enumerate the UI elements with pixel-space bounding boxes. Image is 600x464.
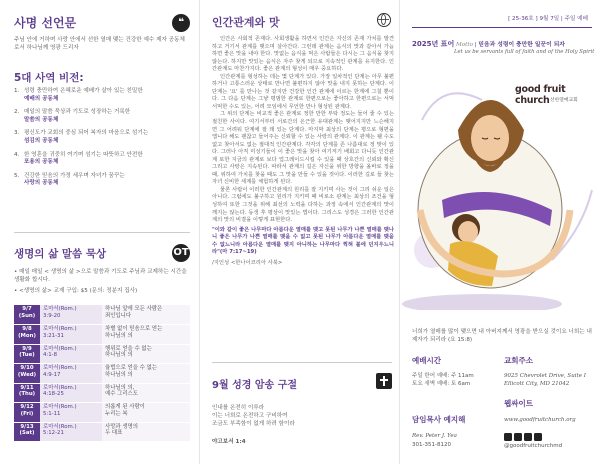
table-row: 9/12 (Fri) 로마서(Rom.) 5:1-11 의롭게 된 사람이 누리는 복 <box>14 403 190 423</box>
article-title: 인간관계와 맛 <box>212 16 280 29</box>
article-paragraph: 그 위의 단계는 비교적 좋은 관계로 정한 만한 부탁 정도는 들어 줄 수 있는 절친한 사이다. 여기서부터 서로간의 온근한 유대관계는 맺어지지만 느슨해지면 그 어려워 단계에 잘 돼 있는 단계다. 마지막 최상의 단계는 평으로 형편을 앱니다 해도 괜찮고 들어주는 신뢰할 수 있는 사랑의 관계다. 이 관계는 웰 수도 없고 찾아서도 없는 절대적 인간관계다. 각각의 단계를 존 나름대로 정 맞이 있다. 그러나 아직 미성기들이 이 좋은 맛을 찾아 여기저기 배회고 다니듯 인간관계 또한 지금의 관계로 보다 업그레이드시킬 수 있을 때 상호간의 신뢰와 확신 그리고 사랑은 지속된다. 따라서 관계의 길은 자신을 위한 방향을 올바로 정을 때, 위하여 가치를 찾을 때도 그 맛을 만들 수 있을 것이다. 이러한 길로 들 찾는 자녀 신비한 세계를 체험하게 된다. <box>212 111 394 186</box>
left-column <box>0 0 198 464</box>
article-source: /지인성 <한나이코리아 사북> <box>212 259 283 266</box>
cross-icon <box>376 373 392 389</box>
address-title: 교회주소 <box>504 356 533 365</box>
table-row: 9/10 (Wed) 로마서(Rom.) 4:9-17 율법으로 얻을 수 없는 하나님의 의 <box>14 364 190 384</box>
memory-verse: 인내를 온전히 이루라 이는 너희로 온전하고 구비하여 조금도 부족함이 없게 하려 함이라 <box>212 405 295 427</box>
vision-item: 4. 한 영혼을 귀중히 여기며 섬기는 따뜻하고 안전한 포용의 공동체 <box>14 151 143 166</box>
column-divider <box>399 0 400 464</box>
reading-schedule <box>14 305 190 442</box>
youtube-icon[interactable] <box>514 433 522 441</box>
pastor-name: Rev. Peter J. Yea <box>412 433 457 439</box>
article-paragraph: 물론 사람이 이러한 인간관계의 원리를 잘 지키며 사는 것이 그리 쉬운 일은 아니다. 그럼에도 불구하고 원리가 지키며 때 비로소 관계는 최상의 조건을 형성하여 또한 그것을 위해 최선의 노력을 다하는 과정 속에서 인간관계의 맛이 깨지는 않는다. 동생 후 평상이 맛있는 법이다. 그리스도 성경은 그러한 인간관계의 맛의 비결을 이렇게 표현한다. <box>212 186 394 224</box>
pastor-title: 담임목사 예지해 <box>412 415 466 424</box>
meditation-title: 생명의 삶 말씀 묵상 <box>14 248 107 260</box>
address-text: 9025 Chevrolet Drive, Suite I Ellicott City, MD 21042 <box>504 373 586 387</box>
vision-item: 2. 매일의 말씀 묵상과 기도로 성장하는 거룩한 말씀의 공동체 <box>14 109 131 123</box>
vision-item: 3. 평신도가 교회의 중심 되어 복자의 마음으로 섬기는 섬김의 공동체 <box>14 130 149 144</box>
header-rule <box>412 27 592 28</box>
mission-text: 주님 안에 거하며 사랑 안에서 선한 열매 맺는 건강한 예수 제자 공동체로서 하나님께 영광 드리자 <box>14 37 185 52</box>
section-divider <box>212 362 392 363</box>
right-column <box>402 0 600 464</box>
table-row: 9/7 (Sun) 로마서(Rom.) 3:9-20 하나님 앞에 모든 사람은 죄인입니다 <box>14 305 190 325</box>
instagram-icon[interactable] <box>524 433 532 441</box>
section-divider <box>14 232 190 233</box>
service-title: 예배시간 <box>412 356 441 365</box>
table-row: 9/9 (Tue) 로마서(Rom.) 4:1-8 행위로 얻을 수 없는 하나님의 의 <box>14 344 190 364</box>
twitter-icon[interactable] <box>534 433 542 441</box>
quote-icon: ❝ <box>172 14 190 32</box>
globe-icon <box>377 13 391 27</box>
mission-title: 사명 선언문 <box>14 16 77 30</box>
article-body <box>212 36 394 267</box>
table-row: 9/11 (Thu) 로마서(Rom.) 4:18-25 하나님의 의, 예수 그리스도 <box>14 383 190 403</box>
motto-english: Let us be servants full of faith and of the Holy Spirit <box>454 49 595 55</box>
vision-item: 1. 성령 충만하여 은혜로운 예배가 살아 있는 친밀한 예배의 공동체 <box>14 88 143 102</box>
middle-column <box>202 0 398 464</box>
facebook-icon[interactable] <box>504 433 512 441</box>
vision-title: 5대 사역 비전: <box>14 72 84 84</box>
pastor-phone: 301-351-8120 <box>412 442 451 448</box>
bottom-verse: 너희가 열매를 많이 맺으면 내 아버지께서 영광을 받으실 것이요 너희는 내 제자가 되리라 (요 15:8) <box>412 329 592 343</box>
verse-reference: 야고보서 1:4 <box>212 439 246 445</box>
vision-list <box>14 88 190 194</box>
article-paragraph: 인간은 사회적 존재다. 사회생활을 하면서 인간은 자신의 존재 가치를 발견하고 거기서 관계를 맺으며 살아간다. 그런데 관계는 음식의 맛과 같아서 가늠하면 좋은 맛을 내야 한다. 맛없는 음식을 먹은 사람들은 다시는 그 음식을 찾지 않는다. 하지만 맛있는 음식은 자주 찾게 되므로 지속적인 관계를 유지한다. 인간관계도 마찬가지다. 좋은 관계의 형성이 매우 중요하다. <box>212 36 394 73</box>
social-icons <box>504 433 542 441</box>
social-handle: @goodfruitchurchmd <box>504 443 563 449</box>
motto: 2025년 표어 Motto | 믿음과 성령이 충만한 일꾼이 되자 <box>412 40 565 48</box>
column-divider <box>199 0 200 464</box>
memorize-title: 9월 성경 암송 구절 <box>212 380 298 391</box>
article-paragraph: 인간관계를 형성하는 데는 몇 단계가 있다. 가장 일차적인 단계는 아무 불편하거나 고통스러운 상태로 만나면 불편하지 않아 맛을 내지 못하는 단계다. 이 단계는 '요' 를 만나는 것 같지만 건강한 인간 관계에 이르는 한계에 그칠 뿐이다. 그 다음 단계는 그냥 평범한 관계로 한편으로는 좋아하고 한편으로는 서먹서먹한 수도 있는, 어려 모임에서 무언한 만나 형성된 관계다. <box>212 73 394 110</box>
table-row: 9/8 (Mon) 로마서(Rom.) 3:21-31 차별 없이 믿음으로 얻는 하나님의 의 <box>14 325 190 345</box>
issue-info: [ 25-36호 ] 9월 7일 | 주일 예배 <box>508 16 588 22</box>
vision-item: 5. 건강한 믿음의 가정 세우며 자녀가 꿈꾸는 사랑의 공동체 <box>14 172 125 187</box>
table-row: 9/13 (Sat) 로마서(Rom.) 5:12-21 사망과 생명의 두 대표 <box>14 422 190 442</box>
website-title: 웹싸이트 <box>504 399 533 408</box>
meditation-text: • 매일 매일 < 생명의 삶 >으로 말씀과 기도로 주님과 교제하는 시간을 생활화 합시다. • <생명의 삶> 교재 구입: $5 (문의: 정분지 집사) <box>14 269 187 294</box>
article-quote: "이와 같이 좋은 나무마다 아름다운 열매를 맺고 못된 나무가 나쁜 열매를 맺나니 좋은 나무가 나쁜 열매를 맺을 수 없고 못된 나무가 아름다운 열매를 맺을 수 없느니라 아름다운 열매를 맺지 아니하는 나무마다 찍혀 불에 던지우느니라"(마 7:17~19) <box>212 226 394 256</box>
service-times: 주일 한어 예배: 주 11am 토요 새벽 예배: 토 6am <box>412 373 474 387</box>
website-link[interactable]: www.goodfruitchurch.org <box>504 417 576 423</box>
church-logo: good fruit church <box>515 84 566 106</box>
ot-icon: OT <box>172 244 190 262</box>
church-logo-korean: 선한열매교회 <box>550 98 578 103</box>
